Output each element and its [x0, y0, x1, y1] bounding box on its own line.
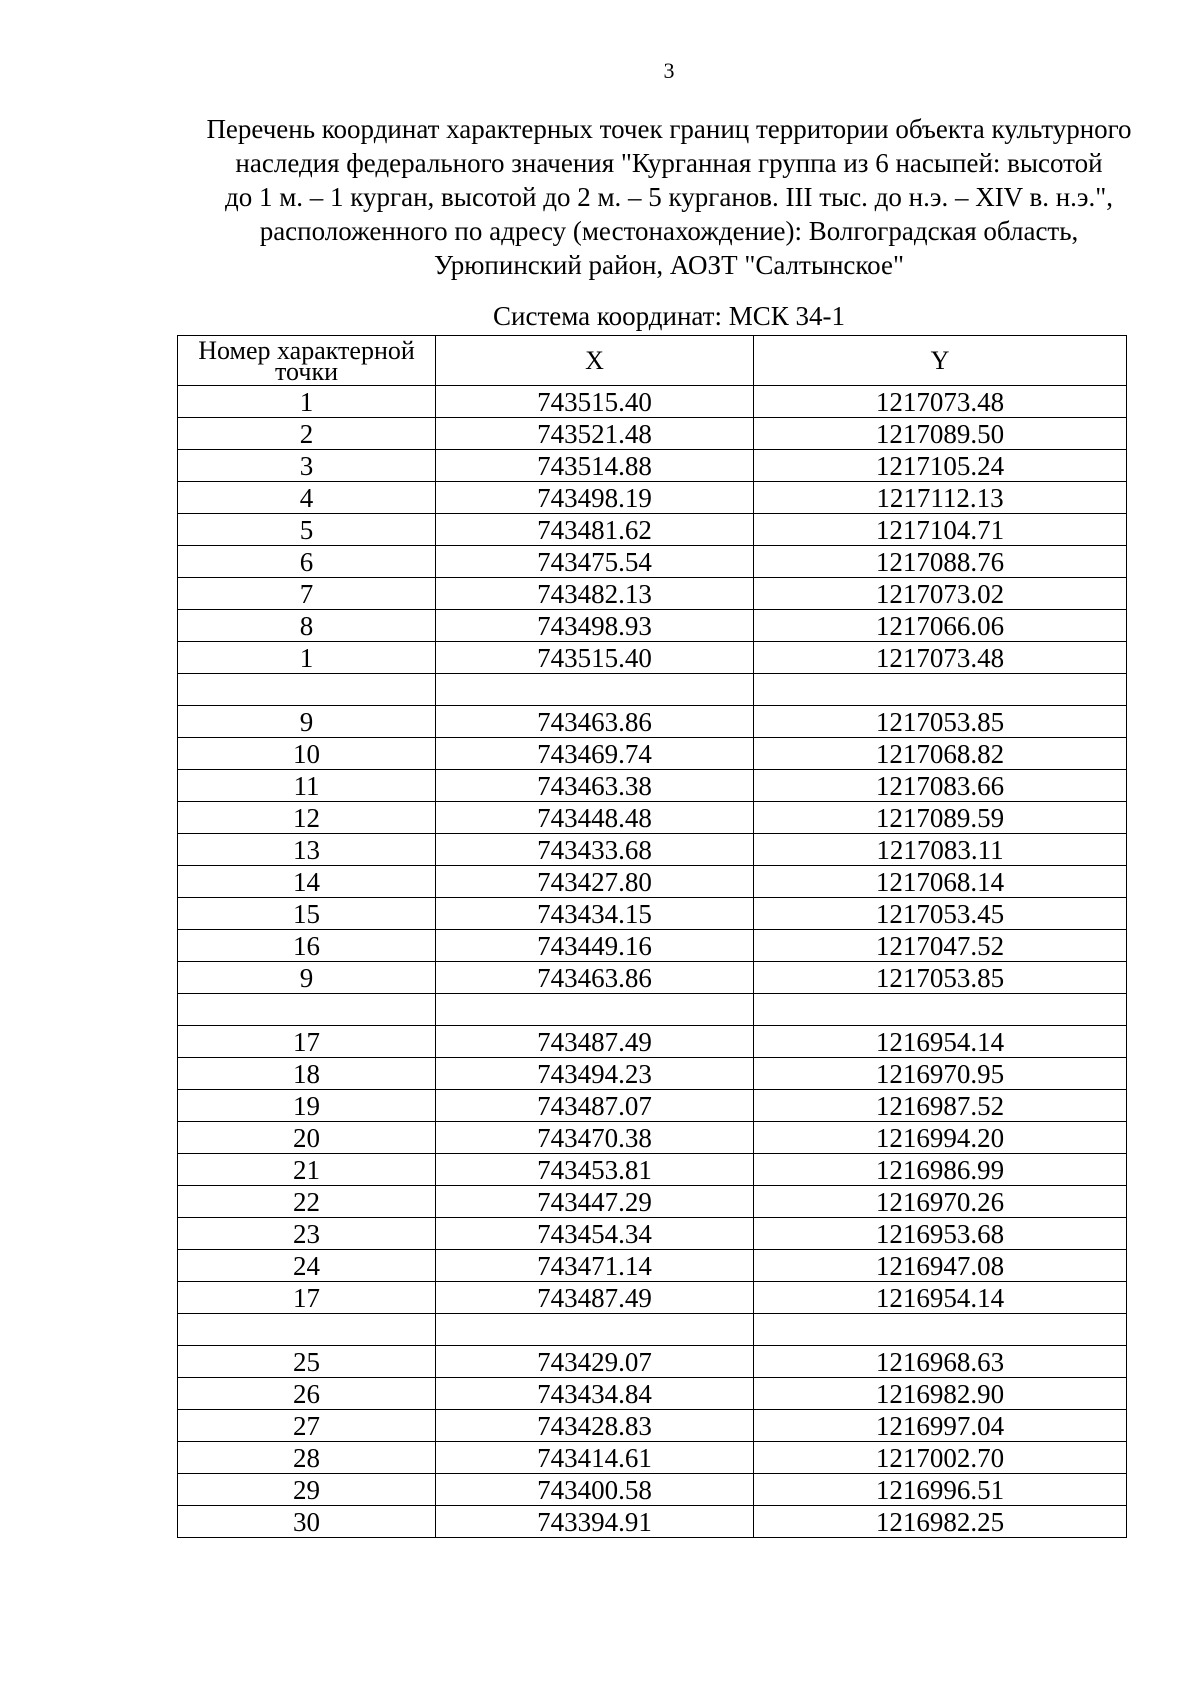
coordinates-table	[177, 335, 1127, 1538]
cell-x: 743487.49	[436, 1026, 754, 1058]
table-row	[178, 1506, 1127, 1538]
cell-y: 1216982.25	[754, 1506, 1127, 1538]
table-row	[178, 610, 1127, 642]
cell-y: 1217083.66	[754, 770, 1127, 802]
cell-point-number: 28	[178, 1442, 436, 1474]
cell-y: 1217112.13	[754, 482, 1127, 514]
page-number: 3	[663, 58, 675, 83]
cell-x: 743494.23	[436, 1058, 754, 1090]
cell-y: 1217073.48	[754, 642, 1127, 674]
cell-y: 1216954.14	[754, 1026, 1127, 1058]
cell-y: 1217047.52	[754, 930, 1127, 962]
cell-x: 743400.58	[436, 1474, 754, 1506]
cell-point-number: 20	[178, 1122, 436, 1154]
cell-point-number: 9	[178, 962, 436, 994]
cell-point-number: 10	[178, 738, 436, 770]
cell-y: 1217002.70	[754, 1442, 1127, 1474]
cell-point-number: 24	[178, 1250, 436, 1282]
cell-y: 1216987.52	[754, 1090, 1127, 1122]
cell-point-number	[178, 1314, 436, 1346]
cell-point-number: 7	[178, 578, 436, 610]
cell-x: 743514.88	[436, 450, 754, 482]
table-header-row	[178, 336, 1127, 386]
cell-point-number: 18	[178, 1058, 436, 1090]
table-row	[178, 674, 1127, 706]
cell-x: 743429.07	[436, 1346, 754, 1378]
cell-x: 743487.07	[436, 1090, 754, 1122]
cell-y: 1217053.85	[754, 706, 1127, 738]
cell-x: 743463.86	[436, 706, 754, 738]
cell-y: 1217053.85	[754, 962, 1127, 994]
cell-x: 743447.29	[436, 1186, 754, 1218]
table-row	[178, 1378, 1127, 1410]
cell-x	[436, 1314, 754, 1346]
cell-x: 743471.14	[436, 1250, 754, 1282]
cell-y	[754, 1314, 1127, 1346]
cell-point-number: 19	[178, 1090, 436, 1122]
cell-x: 743434.84	[436, 1378, 754, 1410]
cell-x: 743433.68	[436, 834, 754, 866]
header-y: Y	[754, 336, 1127, 386]
table-row	[178, 514, 1127, 546]
table-row	[178, 1154, 1127, 1186]
cell-point-number: 13	[178, 834, 436, 866]
cell-x: 743463.38	[436, 770, 754, 802]
cell-point-number: 23	[178, 1218, 436, 1250]
cell-point-number: 3	[178, 450, 436, 482]
table-row	[178, 962, 1127, 994]
cell-y: 1217068.82	[754, 738, 1127, 770]
document-title	[140, 112, 1198, 282]
cell-y: 1217088.76	[754, 546, 1127, 578]
cell-point-number: 16	[178, 930, 436, 962]
header-point-number-label: Номер характерной точки	[198, 335, 415, 386]
table-row	[178, 834, 1127, 866]
cell-y: 1216954.14	[754, 1282, 1127, 1314]
header-point-number	[178, 336, 436, 386]
cell-point-number: 5	[178, 514, 436, 546]
table-row	[178, 1442, 1127, 1474]
title-line: Урюпинский район, АОЗТ "Салтынское"	[434, 250, 904, 280]
table-row	[178, 866, 1127, 898]
cell-x	[436, 994, 754, 1026]
cell-x: 743470.38	[436, 1122, 754, 1154]
cell-point-number: 17	[178, 1282, 436, 1314]
cell-x: 743394.91	[436, 1506, 754, 1538]
cell-point-number: 2	[178, 418, 436, 450]
title-line: наследия федерального значения "Курганная группа из 6 насыпей: высотой	[235, 148, 1103, 178]
cell-y: 1216996.51	[754, 1474, 1127, 1506]
title-line: расположенного по адресу (местонахождение): Волгоградская область,	[259, 216, 1079, 246]
table-row	[178, 802, 1127, 834]
cell-point-number: 14	[178, 866, 436, 898]
title-line: Перечень координат характерных точек границ территории объекта культурного	[206, 114, 1132, 144]
cell-y: 1217066.06	[754, 610, 1127, 642]
cell-x: 743498.93	[436, 610, 754, 642]
cell-y: 1216997.04	[754, 1410, 1127, 1442]
cell-point-number: 30	[178, 1506, 436, 1538]
cell-point-number: 4	[178, 482, 436, 514]
cell-x: 743428.83	[436, 1410, 754, 1442]
title-line: до 1 м. – 1 курган, высотой до 2 м. – 5 курганов. III тыс. до н.э. – XIV в. н.э.",	[224, 182, 1114, 212]
cell-x: 743498.19	[436, 482, 754, 514]
table-row	[178, 1474, 1127, 1506]
table-row	[178, 386, 1127, 418]
cell-point-number: 11	[178, 770, 436, 802]
cell-y: 1217104.71	[754, 514, 1127, 546]
cell-x: 743453.81	[436, 1154, 754, 1186]
table-row	[178, 770, 1127, 802]
cell-point-number: 29	[178, 1474, 436, 1506]
table-row	[178, 418, 1127, 450]
table-row	[178, 1346, 1127, 1378]
cell-point-number: 17	[178, 1026, 436, 1058]
cell-x	[436, 674, 754, 706]
table-row	[178, 642, 1127, 674]
coordinate-system-label: Система координат: МСК 34-1	[493, 301, 845, 331]
cell-y	[754, 674, 1127, 706]
cell-y: 1216994.20	[754, 1122, 1127, 1154]
cell-x: 743434.15	[436, 898, 754, 930]
cell-y: 1216970.26	[754, 1186, 1127, 1218]
cell-point-number: 22	[178, 1186, 436, 1218]
table-row	[178, 898, 1127, 930]
table-row	[178, 1122, 1127, 1154]
cell-y: 1216953.68	[754, 1218, 1127, 1250]
table-row	[178, 1410, 1127, 1442]
table-row	[178, 994, 1127, 1026]
cell-point-number: 25	[178, 1346, 436, 1378]
table-row	[178, 1058, 1127, 1090]
cell-y	[754, 994, 1127, 1026]
cell-x: 743481.62	[436, 514, 754, 546]
cell-y: 1216970.95	[754, 1058, 1127, 1090]
cell-x: 743475.54	[436, 546, 754, 578]
cell-y: 1217073.02	[754, 578, 1127, 610]
table-row	[178, 1026, 1127, 1058]
table-row	[178, 1282, 1127, 1314]
cell-y: 1217089.59	[754, 802, 1127, 834]
cell-x: 743515.40	[436, 386, 754, 418]
cell-x: 743427.80	[436, 866, 754, 898]
cell-point-number: 26	[178, 1378, 436, 1410]
cell-x: 743414.61	[436, 1442, 754, 1474]
cell-x: 743469.74	[436, 738, 754, 770]
cell-point-number: 1	[178, 386, 436, 418]
cell-point-number: 21	[178, 1154, 436, 1186]
cell-y: 1217053.45	[754, 898, 1127, 930]
header-x: X	[436, 336, 754, 386]
cell-x: 743448.48	[436, 802, 754, 834]
cell-point-number: 27	[178, 1410, 436, 1442]
cell-x: 743482.13	[436, 578, 754, 610]
table-row	[178, 450, 1127, 482]
table-row	[178, 482, 1127, 514]
cell-x: 743454.34	[436, 1218, 754, 1250]
table-row	[178, 706, 1127, 738]
cell-y: 1216982.90	[754, 1378, 1127, 1410]
table-row	[178, 930, 1127, 962]
table-row	[178, 1186, 1127, 1218]
cell-point-number: 1	[178, 642, 436, 674]
cell-x: 743449.16	[436, 930, 754, 962]
table-row	[178, 1090, 1127, 1122]
cell-y: 1217105.24	[754, 450, 1127, 482]
cell-x: 743515.40	[436, 642, 754, 674]
cell-point-number: 6	[178, 546, 436, 578]
cell-y: 1216947.08	[754, 1250, 1127, 1282]
cell-point-number	[178, 674, 436, 706]
cell-y: 1217083.11	[754, 834, 1127, 866]
table-body	[178, 386, 1127, 1538]
cell-point-number	[178, 994, 436, 1026]
cell-x: 743463.86	[436, 962, 754, 994]
table-row	[178, 1250, 1127, 1282]
cell-y: 1216968.63	[754, 1346, 1127, 1378]
cell-y: 1216986.99	[754, 1154, 1127, 1186]
table-row	[178, 578, 1127, 610]
cell-point-number: 9	[178, 706, 436, 738]
cell-x: 743487.49	[436, 1282, 754, 1314]
cell-y: 1217089.50	[754, 418, 1127, 450]
table-row	[178, 1218, 1127, 1250]
cell-x: 743521.48	[436, 418, 754, 450]
table-row	[178, 546, 1127, 578]
cell-y: 1217073.48	[754, 386, 1127, 418]
cell-y: 1217068.14	[754, 866, 1127, 898]
cell-point-number: 8	[178, 610, 436, 642]
cell-point-number: 15	[178, 898, 436, 930]
table-row	[178, 1314, 1127, 1346]
cell-point-number: 12	[178, 802, 436, 834]
table-row	[178, 738, 1127, 770]
